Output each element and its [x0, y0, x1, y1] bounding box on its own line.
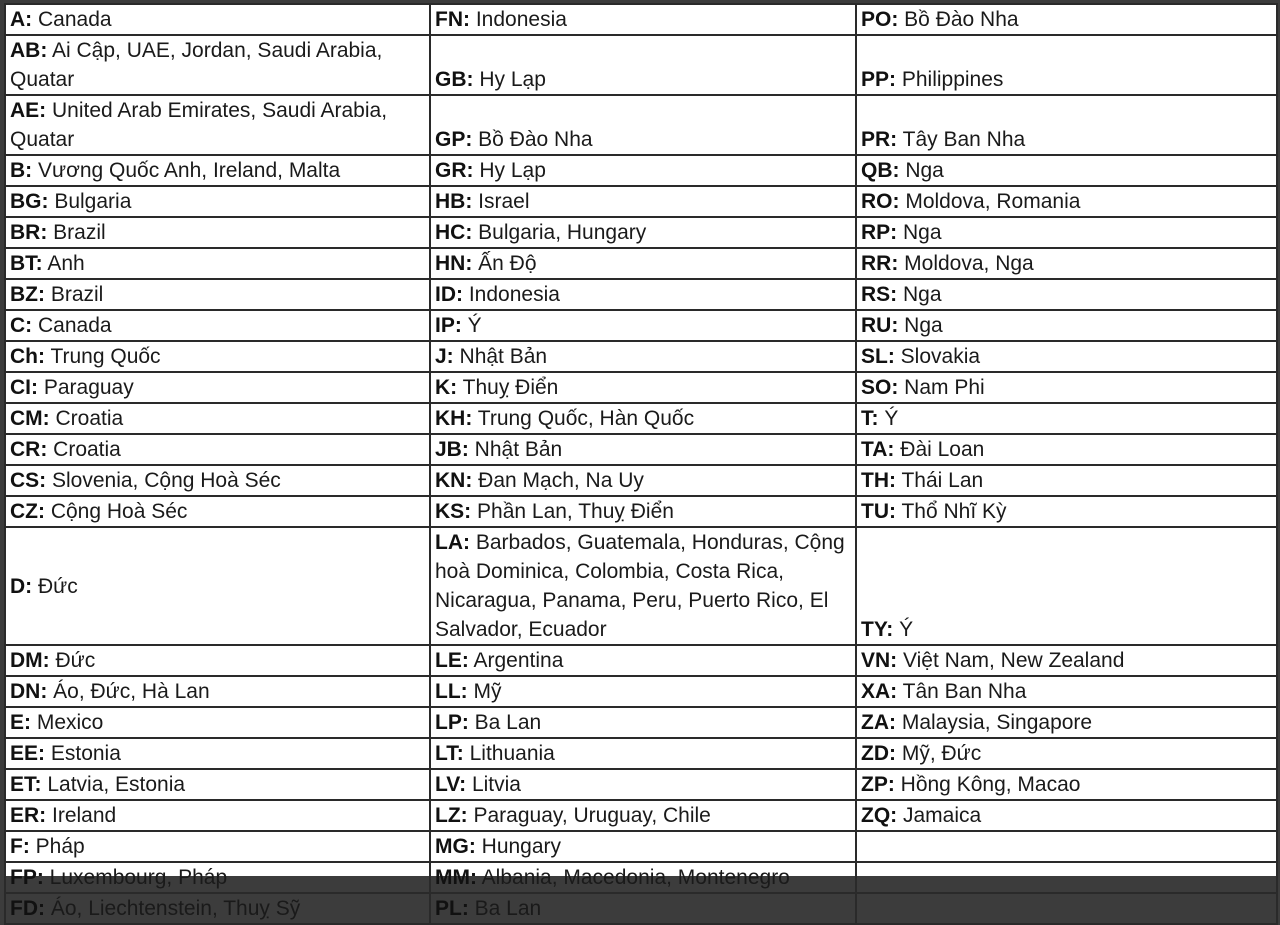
country-code: SO: — [861, 376, 899, 399]
country-names: Slovakia — [894, 345, 981, 368]
country-names: Hy Lạp — [473, 68, 546, 91]
country-names: Trung Quốc — [45, 345, 161, 368]
table-row — [5, 862, 1277, 893]
country-names: United Arab Emirates, Saudi Arabia, Quatar — [10, 99, 388, 151]
country-names: Brazil — [45, 283, 104, 306]
country-names: Paraguay, Uruguay, Chile — [467, 804, 711, 827]
table-cell-c1 — [5, 645, 430, 676]
table-row — [5, 217, 1277, 248]
table-cell-c2 — [430, 310, 856, 341]
table-row — [5, 800, 1277, 831]
table-cell-c3 — [856, 403, 1277, 434]
table-cell-c2 — [430, 35, 856, 95]
country-names: Hungary — [475, 835, 562, 858]
table-cell-c1 — [5, 372, 430, 403]
table-row — [5, 434, 1277, 465]
table-cell-c3 — [856, 496, 1277, 527]
table-cell-c1 — [5, 800, 430, 831]
country-code: CS: — [10, 469, 47, 492]
table-cell-c1 — [5, 769, 430, 800]
country-code: CM: — [10, 407, 50, 430]
country-names: Thái Lan — [896, 469, 984, 492]
country-names: Ireland — [46, 804, 117, 827]
country-names: Việt Nam, New Zealand — [897, 649, 1125, 672]
country-names: Nga — [899, 159, 944, 182]
table-cell-c1 — [5, 279, 430, 310]
table-cell-c1 — [5, 217, 430, 248]
country-names: Croatia — [49, 407, 124, 430]
country-code: HN: — [435, 252, 473, 275]
country-code: RP: — [861, 221, 898, 244]
table-cell-c2 — [430, 341, 856, 372]
country-names: Thổ Nhĩ Kỳ — [896, 500, 1007, 523]
country-code: BG: — [10, 190, 49, 213]
table-cell-c3 — [856, 341, 1277, 372]
country-code: ZP: — [861, 773, 895, 796]
country-code: RU: — [861, 314, 899, 337]
country-code: C: — [10, 314, 33, 337]
country-names: Vương Quốc Anh, Ireland, Malta — [32, 159, 341, 182]
country-names: Nhật Bản — [453, 345, 548, 368]
country-code: LL: — [435, 680, 468, 703]
country-names: Anh — [42, 252, 85, 275]
table-cell-c3 — [856, 527, 1277, 645]
country-code: MG: — [435, 835, 476, 858]
country-code: F: — [10, 835, 30, 858]
country-code: CR: — [10, 438, 48, 461]
country-names: Đan Mạch, Na Uy — [472, 469, 644, 492]
country-names: Ai Cập, UAE, Jordan, Saudi Arabia, Quatar — [10, 39, 383, 91]
country-code: LP: — [435, 711, 469, 734]
table-cell-c1 — [5, 4, 430, 35]
country-code: KH: — [435, 407, 473, 430]
country-names: Bulgaria, Hungary — [472, 221, 647, 244]
country-names: Đức — [32, 574, 78, 598]
country-code: HC: — [435, 221, 473, 244]
table-cell-c2 — [430, 186, 856, 217]
table-cell-c3 — [856, 217, 1277, 248]
country-names: Litvia — [466, 773, 521, 796]
country-code: FP: — [10, 866, 44, 889]
country-code: IP: — [435, 314, 462, 337]
table-cell-c3 — [856, 893, 1277, 924]
country-code: RS: — [861, 283, 898, 306]
country-code: TU: — [861, 500, 896, 523]
country-names: Trung Quốc, Hàn Quốc — [472, 407, 695, 430]
country-code: PL: — [435, 897, 469, 920]
table-row — [5, 95, 1277, 155]
table-cell-c2 — [430, 279, 856, 310]
table-cell-c1 — [5, 893, 430, 924]
table-cell-c2 — [430, 372, 856, 403]
country-names: Tây Ban Nha — [897, 128, 1026, 151]
country-code: EE: — [10, 742, 46, 765]
country-names: Ba Lan — [468, 711, 542, 734]
table-cell-c2 — [430, 527, 856, 645]
country-names: Argentina — [468, 649, 564, 672]
table-row — [5, 769, 1277, 800]
country-code: VN: — [861, 649, 898, 672]
country-names: Lithuania — [463, 742, 555, 765]
table-body — [5, 4, 1277, 924]
table-cell-c1 — [5, 707, 430, 738]
country-names: Đài Loan — [894, 438, 985, 461]
country-names: Estonia — [45, 742, 121, 765]
country-code: RO: — [861, 190, 900, 213]
country-code: RR: — [861, 252, 899, 275]
table-row — [5, 738, 1277, 769]
table-cell-c3 — [856, 310, 1277, 341]
table-cell-c1 — [5, 155, 430, 186]
country-code: LE: — [435, 649, 469, 672]
country-names: Indonesia — [470, 8, 567, 31]
table-row — [5, 341, 1277, 372]
table-cell-c2 — [430, 645, 856, 676]
table-cell-c3 — [856, 35, 1277, 95]
table-cell-c3 — [856, 279, 1277, 310]
table-cell-c3 — [856, 800, 1277, 831]
country-code: XA: — [861, 680, 898, 703]
table-cell-c3 — [856, 862, 1277, 893]
table-row — [5, 831, 1277, 862]
country-code: MM: — [435, 866, 477, 889]
country-names: Nga — [897, 283, 942, 306]
country-names: Canada — [32, 314, 112, 337]
table-cell-c2 — [430, 707, 856, 738]
country-code: SL: — [861, 345, 895, 368]
table-cell-c1 — [5, 831, 430, 862]
table-cell-c3 — [856, 707, 1277, 738]
table-cell-c1 — [5, 403, 430, 434]
country-names: Nga — [897, 221, 942, 244]
country-code: AE: — [10, 99, 47, 122]
country-names: Mỹ, Đức — [896, 742, 982, 765]
table-row — [5, 155, 1277, 186]
table-cell-c2 — [430, 217, 856, 248]
country-names: Bồ Đào Nha — [898, 8, 1019, 31]
country-names: Bồ Đào Nha — [472, 128, 593, 151]
country-names: Slovenia, Cộng Hoà Séc — [46, 469, 281, 492]
country-names: Israel — [472, 190, 530, 213]
table-cell-c1 — [5, 496, 430, 527]
table-cell-c3 — [856, 4, 1277, 35]
table-row — [5, 496, 1277, 527]
country-code: FN: — [435, 8, 470, 31]
table-row — [5, 676, 1277, 707]
country-names: Philippines — [896, 68, 1004, 91]
country-code: ZD: — [861, 742, 896, 765]
country-code: AB: — [10, 39, 48, 62]
table-cell-c3 — [856, 372, 1277, 403]
table-row — [5, 35, 1277, 95]
country-code: A: — [10, 8, 33, 31]
country-code: BR: — [10, 221, 48, 244]
table-row — [5, 372, 1277, 403]
country-names: Canada — [32, 8, 112, 31]
table-cell-c2 — [430, 893, 856, 924]
table-cell-c1 — [5, 35, 430, 95]
table-cell-c2 — [430, 738, 856, 769]
table-cell-c2 — [430, 4, 856, 35]
country-code: JB: — [435, 438, 469, 461]
country-names: Croatia — [47, 438, 121, 461]
country-code: D: — [10, 574, 33, 598]
table-cell-c2 — [430, 496, 856, 527]
table-cell-c2 — [430, 676, 856, 707]
table-cell-c1 — [5, 95, 430, 155]
country-names: Áo, Đức, Hà Lan — [47, 680, 210, 703]
country-code: B: — [10, 159, 33, 182]
country-names: Pháp — [29, 835, 85, 858]
table-cell-c2 — [430, 862, 856, 893]
table-cell-c1 — [5, 186, 430, 217]
country-code: Ch: — [10, 345, 45, 368]
country-names: Tân Ban Nha — [897, 680, 1027, 703]
country-names: Luxembourg, Pháp — [43, 866, 228, 889]
table-row — [5, 248, 1277, 279]
country-names: Phần Lan, Thuỵ Điển — [471, 500, 674, 523]
country-code: KN: — [435, 469, 473, 492]
country-code: BZ: — [10, 283, 45, 306]
table-cell-c2 — [430, 769, 856, 800]
table-row — [5, 645, 1277, 676]
country-names: Hy Lạp — [473, 159, 546, 182]
country-code: J: — [435, 345, 454, 368]
country-code: DN: — [10, 680, 48, 703]
country-names: Moldova, Nga — [898, 252, 1034, 275]
country-names: Jamaica — [897, 804, 982, 827]
country-code: ID: — [435, 283, 463, 306]
table-row — [5, 707, 1277, 738]
table-cell-c1 — [5, 738, 430, 769]
table-cell-c2 — [430, 800, 856, 831]
country-names: Thuỵ Điển — [457, 376, 559, 399]
country-code: BT: — [10, 252, 43, 275]
table-cell-c1 — [5, 527, 430, 645]
country-code: TA: — [861, 438, 895, 461]
table-cell-c1 — [5, 434, 430, 465]
country-code: CI: — [10, 376, 38, 399]
country-names: Bulgaria — [48, 190, 132, 213]
country-names: Nga — [898, 314, 943, 337]
table-cell-c1 — [5, 676, 430, 707]
country-names: Barbados, Guatemala, Honduras, Cộng hoà Dominica, Colombia, Costa Rica, Nicaragua, Panama, Peru, Puerto Rico, El Salvador, Ecuador — [435, 531, 845, 641]
country-code: PP: — [861, 68, 897, 91]
country-names: Moldova, Romania — [899, 190, 1081, 213]
table-cell-c1 — [5, 341, 430, 372]
table-cell-c1 — [5, 465, 430, 496]
table-row — [5, 4, 1277, 35]
country-code: LZ: — [435, 804, 468, 827]
country-names: Mexico — [31, 711, 104, 734]
country-code: DM: — [10, 649, 50, 672]
country-names: Hồng Kông, Macao — [894, 773, 1081, 796]
country-names: Ba Lan — [468, 897, 542, 920]
country-code: GP: — [435, 128, 473, 151]
country-code: K: — [435, 376, 458, 399]
country-names: Ấn Độ — [472, 252, 537, 275]
table-cell-c2 — [430, 403, 856, 434]
country-code: HB: — [435, 190, 473, 213]
country-code: ZQ: — [861, 804, 898, 827]
table-row — [5, 310, 1277, 341]
table-cell-c1 — [5, 248, 430, 279]
country-code: TY: — [861, 618, 894, 641]
country-names: Ý — [461, 314, 482, 337]
country-code: GR: — [435, 159, 474, 182]
table-cell-c3 — [856, 676, 1277, 707]
country-names: Mỹ — [467, 680, 502, 703]
country-code: QB: — [861, 159, 900, 182]
country-names: Brazil — [47, 221, 106, 244]
table-cell-c3 — [856, 738, 1277, 769]
table-cell-c2 — [430, 434, 856, 465]
country-code: GB: — [435, 68, 474, 91]
table-cell-c3 — [856, 95, 1277, 155]
country-names: Nam Phi — [898, 376, 985, 399]
country-code: TH: — [861, 469, 896, 492]
country-names: Malaysia, Singapore — [896, 711, 1093, 734]
table-cell-c3 — [856, 465, 1277, 496]
table-cell-c3 — [856, 769, 1277, 800]
country-code: PO: — [861, 8, 899, 31]
country-names: Indonesia — [463, 283, 560, 306]
table-cell-c3 — [856, 155, 1277, 186]
country-names: Albania, Macedonia, Montenegro — [476, 866, 790, 889]
country-code: ET: — [10, 773, 42, 796]
country-names: Cộng Hoà Séc — [45, 500, 188, 523]
table-cell-c2 — [430, 831, 856, 862]
country-code-table — [4, 3, 1278, 925]
table-cell-c2 — [430, 155, 856, 186]
country-code: CZ: — [10, 500, 45, 523]
country-code: FD: — [10, 897, 45, 920]
country-names: Nhật Bản — [468, 438, 563, 461]
country-names: Ý — [878, 407, 899, 430]
table-row — [5, 893, 1277, 924]
table-cell-c3 — [856, 248, 1277, 279]
table-row — [5, 527, 1277, 645]
country-code: LT: — [435, 742, 464, 765]
table-cell-c2 — [430, 465, 856, 496]
table-cell-c3 — [856, 186, 1277, 217]
country-code-table-frame — [4, 3, 1276, 920]
table-cell-c1 — [5, 862, 430, 893]
country-code: E: — [10, 711, 31, 734]
table-row — [5, 186, 1277, 217]
table-cell-c3 — [856, 645, 1277, 676]
country-names: Đức — [49, 649, 96, 672]
country-code: ER: — [10, 804, 47, 827]
table-row — [5, 279, 1277, 310]
country-code: T: — [861, 407, 879, 430]
country-code: KS: — [435, 500, 472, 523]
country-code: LA: — [435, 531, 470, 554]
country-names: Latvia, Estonia — [41, 773, 186, 796]
country-names: Paraguay — [38, 376, 134, 399]
table-cell-c3 — [856, 434, 1277, 465]
table-row — [5, 465, 1277, 496]
country-names: Ý — [893, 618, 914, 641]
table-cell-c3 — [856, 831, 1277, 862]
country-code: LV: — [435, 773, 467, 796]
table-cell-c2 — [430, 248, 856, 279]
country-code: ZA: — [861, 711, 896, 734]
table-cell-c2 — [430, 95, 856, 155]
table-cell-c1 — [5, 310, 430, 341]
country-names: Áo, Liechtenstein, Thuỵ Sỹ — [45, 897, 301, 920]
country-code: PR: — [861, 128, 898, 151]
table-row — [5, 403, 1277, 434]
